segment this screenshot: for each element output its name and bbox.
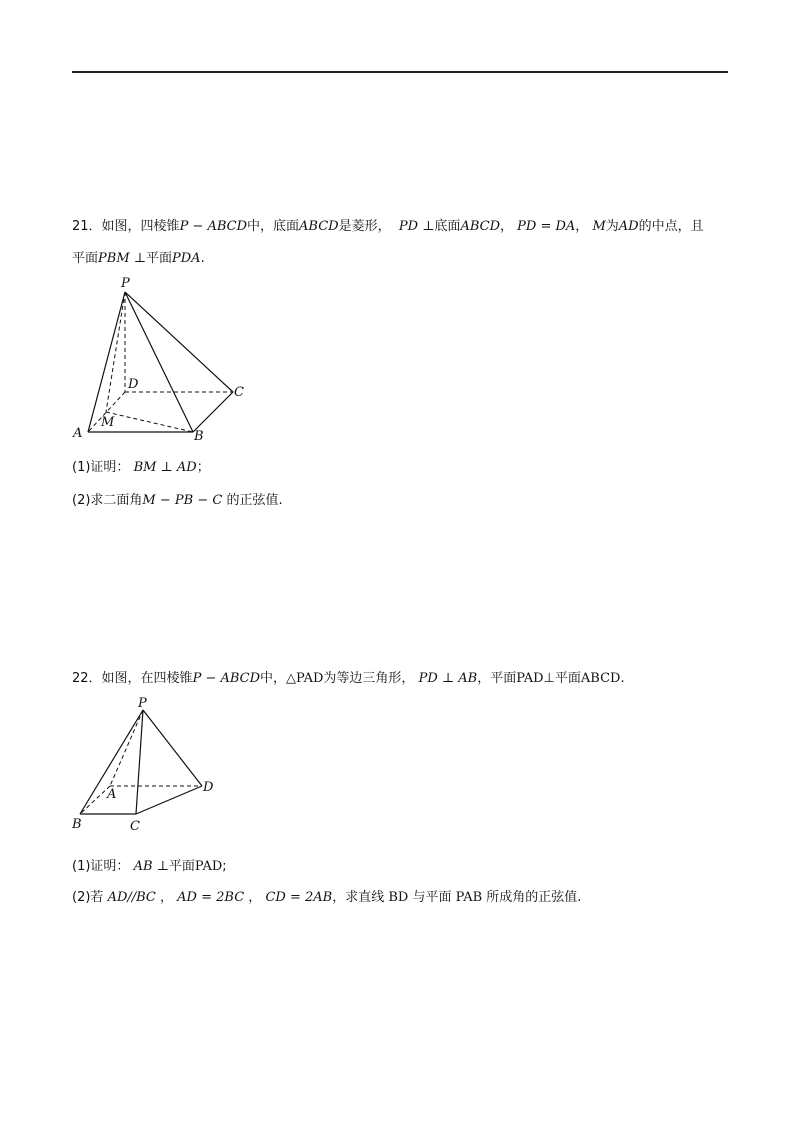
q21-text: ，: [500, 219, 514, 234]
label-P: P: [138, 696, 147, 711]
q21-text: 的正弦值.: [226, 493, 283, 508]
q21-text: 如图，四棱锥: [101, 219, 180, 234]
q22-math: PD ⊥ AB: [418, 671, 478, 686]
q21-text: 平面: [72, 251, 99, 266]
q21-math: PD ⊥: [398, 219, 435, 234]
q21-text: .: [200, 251, 205, 266]
q21-part2: [72, 492, 283, 510]
edge-BC: [193, 392, 233, 432]
q22-part1: [72, 858, 227, 876]
label-M: M: [101, 415, 115, 430]
q21-math: M: [592, 219, 606, 234]
q21-number: 21．: [72, 219, 102, 234]
q22-math: AB ⊥: [133, 859, 169, 874]
q22-text: 与平面: [412, 890, 452, 905]
label-D: D: [128, 377, 139, 392]
q21-math: P − ABCD: [179, 219, 248, 234]
q21-math: PD = DA: [517, 219, 576, 234]
edge-PB: [125, 292, 193, 432]
q22-line1: [72, 670, 625, 688]
label-B: B: [194, 429, 204, 444]
q21-text: 是菱形，: [338, 219, 391, 234]
q21-math: PBM ⊥: [98, 251, 146, 266]
q22-math: PAB: [455, 890, 483, 905]
q21-part1: [72, 459, 210, 477]
edge-PC: [136, 710, 143, 814]
q21-pyramid-figure: [66, 272, 256, 448]
q22-math: PAD: [516, 671, 544, 686]
q22-math: AD = 2BC: [177, 890, 245, 905]
q21-line2: [72, 250, 205, 268]
q22-math: △PAD: [286, 671, 324, 686]
q21-text: 中，底面: [247, 219, 300, 234]
q22-number: 22．: [72, 671, 102, 686]
edge-CD: [136, 786, 202, 814]
q21-text: 平面: [146, 251, 173, 266]
q22-text: ，: [248, 890, 262, 905]
label-B: B: [72, 817, 82, 832]
q22-math: CD = 2AB: [265, 890, 333, 905]
label-A: A: [73, 426, 83, 441]
edge-PC: [125, 292, 233, 392]
q22-text: ，: [160, 890, 174, 905]
q21-text: (1)证明：: [72, 460, 130, 475]
q21-text: 底面: [434, 219, 461, 234]
q21-math: AD: [618, 219, 639, 234]
q21-text: (2)求二面角: [72, 493, 143, 508]
q22-part2: [72, 889, 581, 907]
q22-math: BD: [388, 890, 409, 905]
q22-pyramid-figure: [68, 692, 218, 834]
q22-math: PAD: [194, 859, 223, 874]
label-C: C: [234, 385, 244, 400]
label-D: D: [203, 780, 214, 795]
label-A: A: [107, 787, 117, 802]
q22-text: 为等边三角形，: [323, 671, 415, 686]
label-P: P: [121, 276, 130, 291]
q21-math: ABCD: [460, 219, 500, 234]
q22-text: (1)证明：: [72, 859, 130, 874]
q22-text: 中，: [260, 671, 287, 686]
q21-text: ；: [196, 460, 210, 475]
q21-math: PDA: [172, 251, 201, 266]
edge-MB: [106, 412, 193, 432]
q21-text: ，: [575, 219, 589, 234]
q22-math: ABCD: [580, 671, 621, 686]
edge-PD: [143, 710, 202, 786]
header-rule: [72, 71, 728, 73]
q21-math: BM ⊥ AD: [133, 460, 197, 475]
q22-text: (2)若: [72, 890, 104, 905]
q22-math: P − ABCD: [192, 671, 261, 686]
q22-math: AD//BC: [107, 890, 156, 905]
q22-text: 平面: [168, 859, 195, 874]
q21-text: 为: [605, 219, 619, 234]
q21-line1: [72, 218, 704, 236]
q22-text: ，求直线: [332, 890, 385, 905]
q22-text: 如图，在四棱锥: [101, 671, 193, 686]
q22-text: ⊥平面: [543, 671, 581, 686]
q22-text: ，平面: [477, 671, 517, 686]
q22-text: 所成角的正弦值.: [486, 890, 582, 905]
q22-text: ;: [222, 859, 227, 874]
q21-text: 的中点，且: [638, 219, 704, 234]
q21-math: M − PB − C: [142, 493, 223, 508]
label-C: C: [130, 819, 140, 834]
edge-PA: [110, 710, 143, 786]
q21-math: ABCD: [299, 219, 339, 234]
q22-text: .: [620, 671, 625, 686]
